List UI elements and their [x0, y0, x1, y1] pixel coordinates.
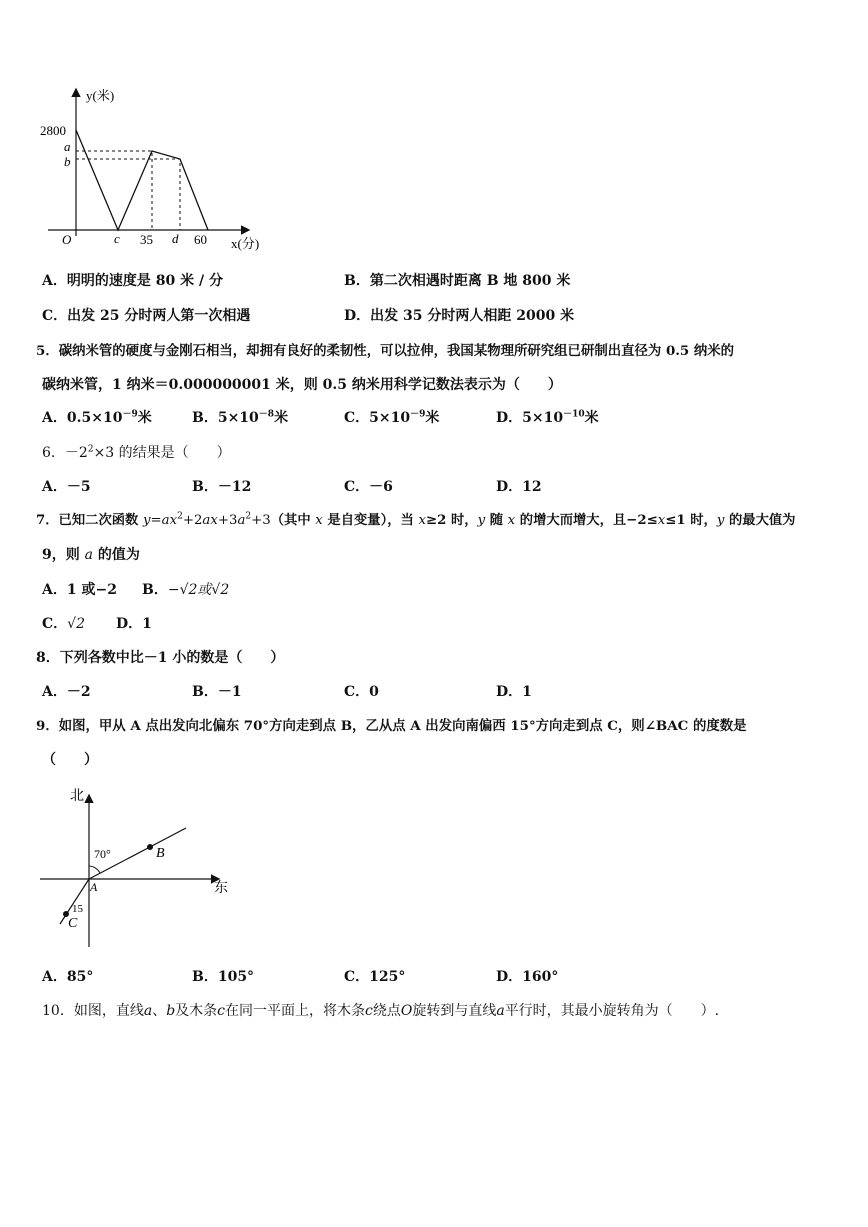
q5-stem-line2: 碳纳米管，1 纳米＝0.000000001 米，则 0.5 纳米用科学记数法表示为（ ） [42, 377, 562, 393]
dashed-guide-a [76, 151, 152, 230]
q6-option-c: C．－6 [344, 479, 393, 495]
east-label: 东 [214, 881, 228, 896]
q5-stem-line1: 5．碳纳米管的硬度与金刚石相当，却拥有良好的柔韧性，可以拉伸，我国某物理所研究组已研制出直径为 0.5 纳米的 [36, 343, 735, 359]
x-tick-60: 60 [194, 232, 207, 247]
q5-option-d: D．$5\times 10^{-10}$米 [496, 409, 599, 426]
direction-diagram [36, 784, 236, 954]
q4-option-a: A．明明的速度是 80 米 / 分 [42, 273, 223, 289]
q9-option-a: A．85° [42, 969, 94, 985]
distance-time-graph [36, 86, 276, 256]
q4-option-d: D．出发 35 分时两人相距 2000 米 [344, 308, 575, 324]
origin-label: O [62, 232, 72, 247]
x-tick-c: c [114, 231, 120, 246]
q6-option-d: D．12 [496, 479, 542, 495]
q6-stem: 6．$-2^2\times 3$ 的结果是（ ） [42, 444, 231, 461]
angle-70-label: 70° [94, 847, 111, 861]
y-tick-b: b [64, 154, 71, 169]
point-a-label: A [90, 880, 98, 894]
y-tick-2800: 2800 [40, 123, 66, 138]
q4-option-b: B．第二次相遇时距离 B 地 800 米 [344, 273, 571, 289]
q9-stem-line1: 9．如图，甲从 A 点出发向北偏东 70°方向走到点 B，乙从点 A 出发向南偏西 15°方向走到点 C，则∠BAC 的度数是 [36, 718, 747, 734]
q5-option-c: C．$5\times 10^{-9}$米 [344, 409, 440, 426]
graph-line [76, 130, 208, 230]
q8-option-b: B．－1 [192, 684, 242, 700]
q8-option-c: C．0 [344, 684, 379, 700]
q9-option-c: C．125° [344, 969, 406, 985]
x-axis-label: x(分) [231, 236, 260, 251]
q5-option-a: A．$0.5\times 10^{-9}$米 [42, 409, 152, 426]
q4-option-c: C．出发 25 分时两人第一次相遇 [42, 308, 251, 324]
q9-stem-line2: （ ） [42, 752, 98, 768]
q8-stem: 8．下列各数中比－1 小的数是（ ） [36, 650, 285, 666]
q8-option-a: A．－2 [42, 684, 91, 700]
q7-option-b: B．−√2或√2 [142, 582, 230, 598]
dashed-guide-b [76, 159, 180, 230]
point-b-label: B [156, 846, 165, 861]
q10-stem: 10．如图，直线a、b及木条c在同一平面上，将木条c绕点O旋转到与直线a平行时，其最小旋转角为（ ）. [42, 1003, 720, 1019]
q9-option-d: D．160° [496, 969, 559, 985]
point-b-dot [147, 844, 153, 850]
q7-option-d: D．1 [116, 616, 152, 632]
q5-option-b: B．$5\times 10^{-8}$米 [192, 409, 289, 426]
q7-option-c: C．√2 [42, 616, 85, 632]
q7-stem-line2: 9，则 a 的值为 [42, 547, 140, 563]
q9-option-b: B．105° [192, 969, 255, 985]
q8-option-d: D．1 [496, 684, 532, 700]
q6-option-a: A．－5 [42, 479, 91, 495]
north-label: 北 [70, 789, 84, 804]
q6-option-b: B．－12 [192, 479, 252, 495]
q7-stem-line1: 7．已知二次函数 $y=ax^2+2ax+3a^2+3$（其中 x 是自变量），当 x≥2 时，y 随 x 的增大而增大，且−2≤x≤1 时，y 的最大值为 [36, 511, 796, 528]
x-tick-35: 35 [140, 232, 153, 247]
y-axis-label: y(米) [86, 88, 115, 103]
x-tick-d: d [172, 231, 179, 246]
q7-option-a: A．1 或−2 [42, 582, 117, 598]
angle-15-label: 15 [72, 903, 83, 915]
point-c-label: C [68, 916, 78, 931]
angle-arc-70 [89, 866, 100, 873]
y-tick-a: a [64, 139, 71, 154]
